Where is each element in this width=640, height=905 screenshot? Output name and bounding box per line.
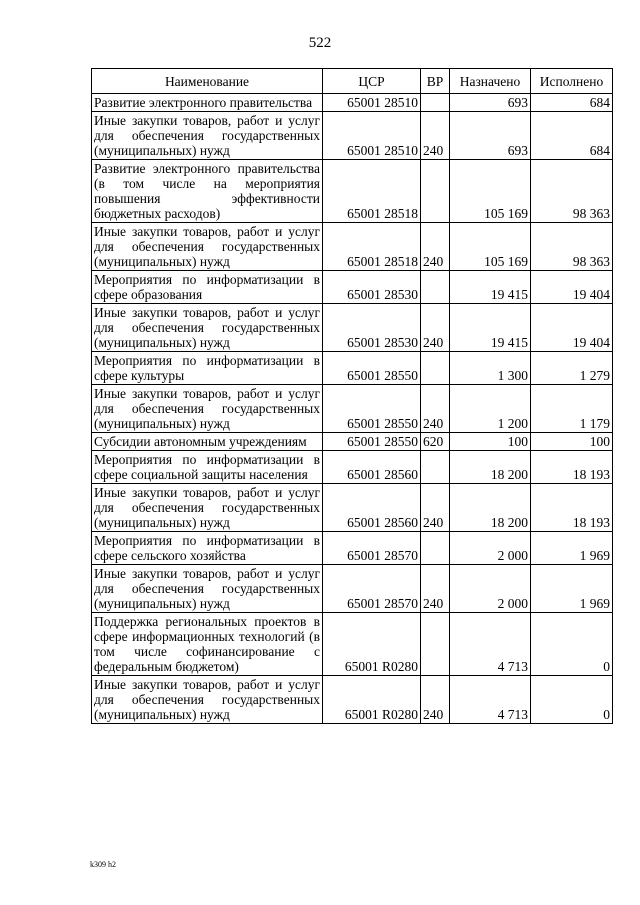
cell-csr: 65001 R0280 [323, 613, 421, 676]
cell-executed: 1 279 [531, 352, 613, 385]
cell-assigned: 19 415 [450, 304, 531, 352]
table-row [92, 676, 613, 724]
cell-assigned: 18 200 [450, 484, 531, 532]
table-row [92, 304, 613, 352]
cell-csr: 65001 28550 [323, 433, 421, 451]
table-header-row [92, 69, 613, 94]
cell-assigned: 100 [450, 433, 531, 451]
cell-csr: 65001 28550 [323, 352, 421, 385]
cell-name: Субсидии автономным учреждениям [92, 433, 323, 451]
cell-vr: 240 [421, 223, 450, 271]
cell-assigned: 693 [450, 112, 531, 160]
cell-vr: 240 [421, 484, 450, 532]
cell-csr: 65001 R0280 [323, 676, 421, 724]
cell-name: Развитие электронного правительства [92, 94, 323, 112]
table-body [92, 94, 613, 724]
cell-csr: 65001 28518 [323, 223, 421, 271]
cell-vr [421, 352, 450, 385]
table-row [92, 352, 613, 385]
cell-vr [421, 613, 450, 676]
table-row [92, 565, 613, 613]
cell-executed: 19 404 [531, 271, 613, 304]
cell-name: Развитие электронного правительства (в том числе на мероприятия повышения эффективности бюджетных расходов) [92, 160, 323, 223]
footer-code: k309 h2 [90, 860, 116, 869]
cell-name: Поддержка региональных проектов в сфере информационных технологий (в том числе софинансирование с федеральным бюджетом) [92, 613, 323, 676]
cell-name: Иные закупки товаров, работ и услуг для обеспечения государственных (муниципальных) нужд [92, 484, 323, 532]
cell-assigned: 4 713 [450, 613, 531, 676]
cell-assigned: 1 200 [450, 385, 531, 433]
cell-assigned: 2 000 [450, 532, 531, 565]
cell-name: Иные закупки товаров, работ и услуг для обеспечения государственных (муниципальных) нужд [92, 676, 323, 724]
cell-csr: 65001 28510 [323, 112, 421, 160]
table-row [92, 223, 613, 271]
cell-executed: 1 969 [531, 565, 613, 613]
cell-assigned: 4 713 [450, 676, 531, 724]
cell-vr: 240 [421, 565, 450, 613]
cell-executed: 100 [531, 433, 613, 451]
cell-assigned: 18 200 [450, 451, 531, 484]
cell-name: Мероприятия по информатизации в сфере сельского хозяйства [92, 532, 323, 565]
header-vr: ВР [421, 69, 450, 94]
cell-executed: 684 [531, 94, 613, 112]
cell-executed: 0 [531, 613, 613, 676]
cell-name: Мероприятия по информатизации в сфере образования [92, 271, 323, 304]
header-csr: ЦСР [323, 69, 421, 94]
table-row [92, 451, 613, 484]
cell-csr: 65001 28518 [323, 160, 421, 223]
cell-name: Иные закупки товаров, работ и услуг для обеспечения государственных (муниципальных) нужд [92, 112, 323, 160]
table-row [92, 160, 613, 223]
cell-executed: 98 363 [531, 223, 613, 271]
cell-name: Иные закупки товаров, работ и услуг для обеспечения государственных (муниципальных) нужд [92, 565, 323, 613]
table-row [92, 271, 613, 304]
cell-vr [421, 271, 450, 304]
cell-name: Иные закупки товаров, работ и услуг для обеспечения государственных (муниципальных) нужд [92, 385, 323, 433]
cell-name: Мероприятия по информатизации в сфере культуры [92, 352, 323, 385]
cell-assigned: 19 415 [450, 271, 531, 304]
cell-assigned: 693 [450, 94, 531, 112]
cell-vr [421, 532, 450, 565]
cell-csr: 65001 28530 [323, 304, 421, 352]
cell-vr: 240 [421, 385, 450, 433]
cell-vr: 240 [421, 304, 450, 352]
table-row [92, 385, 613, 433]
cell-executed: 18 193 [531, 484, 613, 532]
cell-assigned: 105 169 [450, 223, 531, 271]
cell-name: Мероприятия по информатизации в сфере социальной защиты населения [92, 451, 323, 484]
cell-name: Иные закупки товаров, работ и услуг для обеспечения государственных (муниципальных) нужд [92, 304, 323, 352]
budget-table [91, 68, 613, 724]
table-row [92, 613, 613, 676]
cell-name: Иные закупки товаров, работ и услуг для обеспечения государственных (муниципальных) нужд [92, 223, 323, 271]
cell-assigned: 105 169 [450, 160, 531, 223]
cell-csr: 65001 28560 [323, 451, 421, 484]
cell-csr: 65001 28510 [323, 94, 421, 112]
cell-csr: 65001 28560 [323, 484, 421, 532]
header-assigned: Назначено [450, 69, 531, 94]
cell-vr: 240 [421, 112, 450, 160]
cell-executed: 18 193 [531, 451, 613, 484]
cell-executed: 1 969 [531, 532, 613, 565]
table-row [92, 94, 613, 112]
cell-csr: 65001 28530 [323, 271, 421, 304]
table-row [92, 484, 613, 532]
cell-executed: 98 363 [531, 160, 613, 223]
cell-vr: 620 [421, 433, 450, 451]
table-row [92, 112, 613, 160]
cell-vr [421, 94, 450, 112]
header-name: Наименование [92, 69, 323, 94]
cell-executed: 684 [531, 112, 613, 160]
cell-executed: 19 404 [531, 304, 613, 352]
page-number: 522 [308, 35, 332, 51]
cell-executed: 1 179 [531, 385, 613, 433]
cell-assigned: 1 300 [450, 352, 531, 385]
header-executed: Исполнено [531, 69, 613, 94]
cell-csr: 65001 28570 [323, 532, 421, 565]
cell-vr [421, 160, 450, 223]
cell-executed: 0 [531, 676, 613, 724]
cell-csr: 65001 28570 [323, 565, 421, 613]
table-row [92, 433, 613, 451]
table-row [92, 532, 613, 565]
cell-vr [421, 451, 450, 484]
cell-vr: 240 [421, 676, 450, 724]
cell-csr: 65001 28550 [323, 385, 421, 433]
cell-assigned: 2 000 [450, 565, 531, 613]
